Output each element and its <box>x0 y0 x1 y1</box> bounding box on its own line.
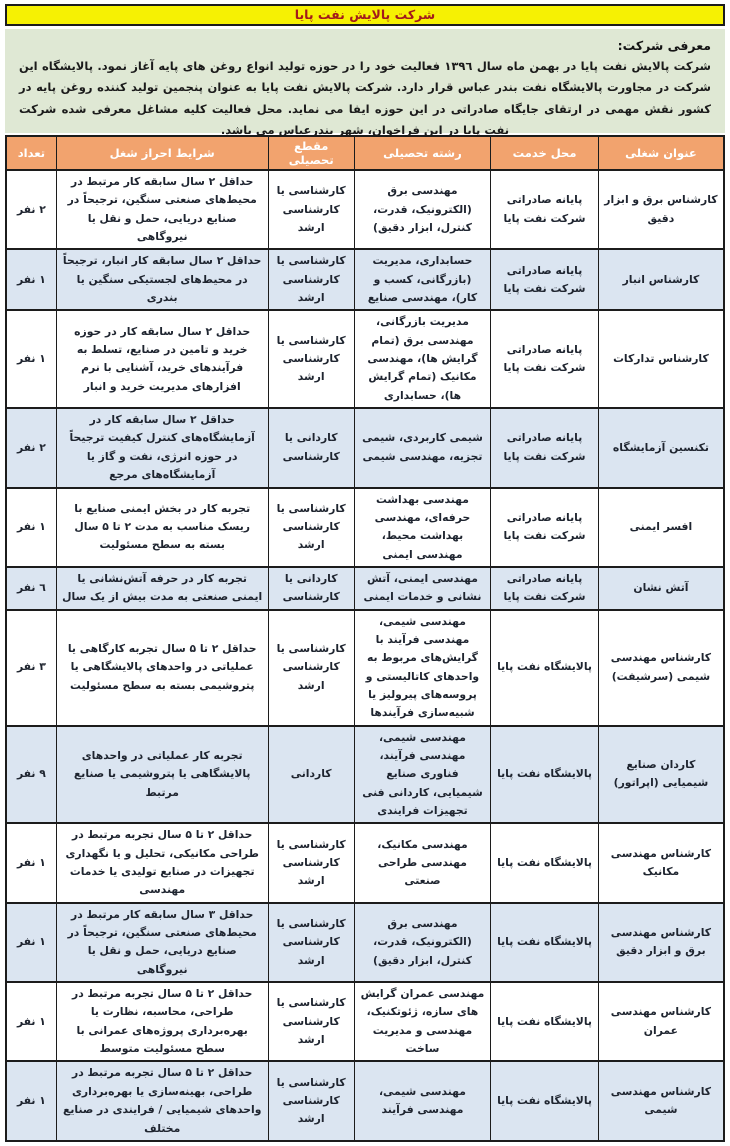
count-cell: ۱ نفر <box>6 1061 56 1140</box>
requirements-cell: حداقل ۲ سال سابقه کار انبار، ترجیحاً در محیط‌های لجستیکی سنگین یا بندری <box>56 249 268 310</box>
page-title: شرکت پالایش نفت پایا <box>5 4 725 26</box>
location-cell: پایانه صادراتی شرکت نفت پایا <box>491 488 599 567</box>
requirements-cell: حداقل ۲ سال سابقه کار در آزمایشگاه‌های کنترل کیفیت ترجیحاً در حوزه انرژی، نفت و گاز یا آزمایشگاه‌های مرجع <box>56 408 268 487</box>
field-cell: مهندسی عمران گرایش های سازه، ژئوتکنیک، مهندسی و مدیریت ساخت <box>354 982 490 1061</box>
table-row <box>6 1061 724 1140</box>
field-cell: مهندسی شیمی، مهندسی فرآیند با گرایش‌های مربوط به واحدهای کاتالیستی و پروسه‌های پیرولیز یا شبیه‌سازی فرآیندها <box>354 610 490 726</box>
field-cell: مهندسی ایمنی، آتش نشانی و خدمات ایمنی <box>354 567 490 610</box>
requirements-cell: حداقل ۲ تا ۵ سال تجربه مرتبط در طراحی، بهینه‌سازی یا بهره‌برداری واحدهای شیمیایی / فرایندی در صنایع مختلف <box>56 1061 268 1140</box>
degree-cell: کارشناسی یا کارشناسی ارشد <box>268 982 354 1061</box>
count-cell: ۳ نفر <box>6 610 56 726</box>
table-row <box>6 310 724 408</box>
job-title-cell: کارشناس مهندسی مکانیک <box>598 823 724 902</box>
job-title-cell: کارشناس برق و ابزار دقیق <box>598 170 724 249</box>
degree-cell: کارشناسی یا کارشناسی ارشد <box>268 1061 354 1140</box>
location-cell: پالایشگاه نفت پایا <box>491 1061 599 1140</box>
table-row <box>6 170 724 249</box>
intro-heading: معرفی شرکت: <box>617 38 711 53</box>
job-title-cell: افسر ایمنی <box>598 488 724 567</box>
table-row <box>6 982 724 1061</box>
degree-cell: کارشناسی یا کارشناسی ارشد <box>268 170 354 249</box>
count-cell: ۹ نفر <box>6 726 56 824</box>
jobs-table <box>5 135 725 1142</box>
job-title-cell: تکنسین آزمایشگاه <box>598 408 724 487</box>
degree-cell: کارشناسی یا کارشناسی ارشد <box>268 488 354 567</box>
table-row <box>6 488 724 567</box>
location-cell: پالایشگاه نفت پایا <box>491 903 599 982</box>
degree-cell: کارشناسی یا کارشناسی ارشد <box>268 249 354 310</box>
degree-cell: کارشناسی یا کارشناسی ارشد <box>268 823 354 902</box>
requirements-cell: تجربه کار در حرفه آتش‌نشانی یا ایمنی صنعتی به مدت بیش از یک سال <box>56 567 268 610</box>
header-job-title: عنوان شغلی <box>598 136 724 170</box>
requirements-cell: حداقل ۲ تا ۵ سال تجربه مرتبط در طراحی مکانیکی، تحلیل و یا نگهداری تجهیزات در صنایع تولیدی یا خدمات مهندسی <box>56 823 268 902</box>
location-cell: پایانه صادراتی شرکت نفت پایا <box>491 310 599 408</box>
count-cell: ۱ نفر <box>6 823 56 902</box>
count-cell: ۱ نفر <box>6 982 56 1061</box>
requirements-cell: تجربه کار در بخش ایمنی صنایع با ریسک مناسب به مدت ۲ تا ۵ سال بسته به سطح مسئولیت <box>56 488 268 567</box>
field-cell: مهندسی مکانیک، مهندسی طراحی صنعتی <box>354 823 490 902</box>
requirements-cell: تجربه کار عملیاتی در واحدهای پالایشگاهی یا پتروشیمی یا صنایع مرتبط <box>56 726 268 824</box>
field-cell: مدیریت بازرگانی، مهندسی برق (تمام گرایش ها)، مهندسی مکانیک (تمام گرایش ها)، حسابداری <box>354 310 490 408</box>
table-row <box>6 726 724 824</box>
degree-cell: کاردانی یا کارشناسی <box>268 567 354 610</box>
requirements-cell: حداقل ۳ سال سابقه کار مرتبط در محیط‌های صنعتی سنگین، ترجیحاً در صنایع دریایی، حمل و نقل یا نیروگاهی <box>56 903 268 982</box>
table-row <box>6 408 724 487</box>
requirements-cell: حداقل ۲ سال سابقه کار مرتبط در محیط‌های صنعتی سنگین، ترجیحاً در صنایع دریایی، حمل و نقل یا نیروگاهی <box>56 170 268 249</box>
job-title-cell: کارشناس مهندسی برق و ابزار دقیق <box>598 903 724 982</box>
requirements-cell: حداقل ۲ سال سابقه کار در حوزه خرید و تامین در صنایع، تسلط به فرآیندهای خرید، آشنایی با نرم افزارهای مدیریت خرید و انبار <box>56 310 268 408</box>
location-cell: پایانه صادراتی شرکت نفت پایا <box>491 567 599 610</box>
count-cell: ۱ نفر <box>6 903 56 982</box>
job-title-cell: آتش نشان <box>598 567 724 610</box>
header-location: محل خدمت <box>491 136 599 170</box>
job-title-cell: کارشناس مهندسی شیمی (سرشیفت) <box>598 610 724 726</box>
degree-cell: کاردانی <box>268 726 354 824</box>
degree-cell: کارشناسی یا کارشناسی ارشد <box>268 903 354 982</box>
count-cell: ٦ نفر <box>6 567 56 610</box>
header-count: تعداد <box>6 136 56 170</box>
requirements-cell: حداقل ۲ تا ۵ سال تجربه مرتبط در طراحی، محاسبه، نظارت یا بهره‌برداری پروژه‌های عمرانی با سطح مسئولیت متوسط <box>56 982 268 1061</box>
field-cell: حسابداری، مدیریت (بازرگانی، کسب و کار)، مهندسی صنایع <box>354 249 490 310</box>
field-cell: مهندسی شیمی، مهندسی فرآیند <box>354 1061 490 1140</box>
table-row <box>6 249 724 310</box>
job-title-cell: کاردان صنایع شیمیایی (اپراتور) <box>598 726 724 824</box>
job-title-cell: کارشناس مهندسی شیمی <box>598 1061 724 1140</box>
table-row <box>6 823 724 902</box>
job-title-cell: کارشناس انبار <box>598 249 724 310</box>
degree-cell: کارشناسی یا کارشناسی ارشد <box>268 310 354 408</box>
location-cell: پالایشگاه نفت پایا <box>491 610 599 726</box>
table-header-row <box>6 136 724 170</box>
count-cell: ۱ نفر <box>6 249 56 310</box>
table-row <box>6 610 724 726</box>
location-cell: پالایشگاه نفت پایا <box>491 982 599 1061</box>
degree-cell: کاردانی یا کارشناسی <box>268 408 354 487</box>
field-cell: شیمی کاربردی، شیمی تجزیه، مهندسی شیمی <box>354 408 490 487</box>
count-cell: ۱ نفر <box>6 488 56 567</box>
table-row <box>6 567 724 610</box>
count-cell: ۱ نفر <box>6 310 56 408</box>
field-cell: مهندسی برق (الکترونیک، قدرت، کنترل، ابزار دقیق) <box>354 170 490 249</box>
location-cell: پالایشگاه نفت پایا <box>491 726 599 824</box>
location-cell: پایانه صادراتی شرکت نفت پایا <box>491 408 599 487</box>
header-field-of-study: رشته تحصیلی <box>354 136 490 170</box>
count-cell: ۲ نفر <box>6 170 56 249</box>
requirements-cell: حداقل ۲ تا ۵ سال تجربه کارگاهی یا عملیاتی در واحدهای پالایشگاهی یا پتروشیمی بسته به سطح مسئولیت <box>56 610 268 726</box>
header-degree-level: مقطع تحصیلی <box>268 136 354 170</box>
job-title-cell: کارشناس تدارکات <box>598 310 724 408</box>
job-title-cell: کارشناس مهندسی عمران <box>598 982 724 1061</box>
degree-cell: کارشناسی یا کارشناسی ارشد <box>268 610 354 726</box>
field-cell: مهندسی برق (الکترونیک، قدرت، کنترل، ابزار دقیق) <box>354 903 490 982</box>
location-cell: پایانه صادراتی شرکت نفت پایا <box>491 249 599 310</box>
company-intro-section <box>5 29 725 137</box>
intro-body-text: شرکت پالایش نفت پایا در بهمن ماه سال ۱۳۹٦ فعالیت خود را در حوزه تولید انواع روغن های پایه آغاز نمود. پالایشگاه این شرکت در مجاورت پالایشگاه نفت بندر عباس قرار دارد. شرکت پالایش نفت پایا به عنوان پنجمین تولید کننده روغن پایه در کشور نقش مهمی در ارتقای جایگاه صادراتی در این حوزه ایفا می نماید. محل فعالیت کلیه مشاغل معرفی شده شرکت نفت پایا در این فراخوان، شهر بندرعباس می باشد. <box>19 59 711 137</box>
header-requirements: شرایط احراز شغل <box>56 136 268 170</box>
count-cell: ۲ نفر <box>6 408 56 487</box>
field-cell: مهندسی شیمی، مهندسی فرآیند، فناوری صنایع شیمیایی، کاردانی فنی تجهیزات فرایندی <box>354 726 490 824</box>
location-cell: پایانه صادراتی شرکت نفت پایا <box>491 170 599 249</box>
field-cell: مهندسی بهداشت حرفه‌ای، مهندسی بهداشت محیط، مهندسی ایمنی <box>354 488 490 567</box>
location-cell: پالایشگاه نفت پایا <box>491 823 599 902</box>
table-row <box>6 903 724 982</box>
